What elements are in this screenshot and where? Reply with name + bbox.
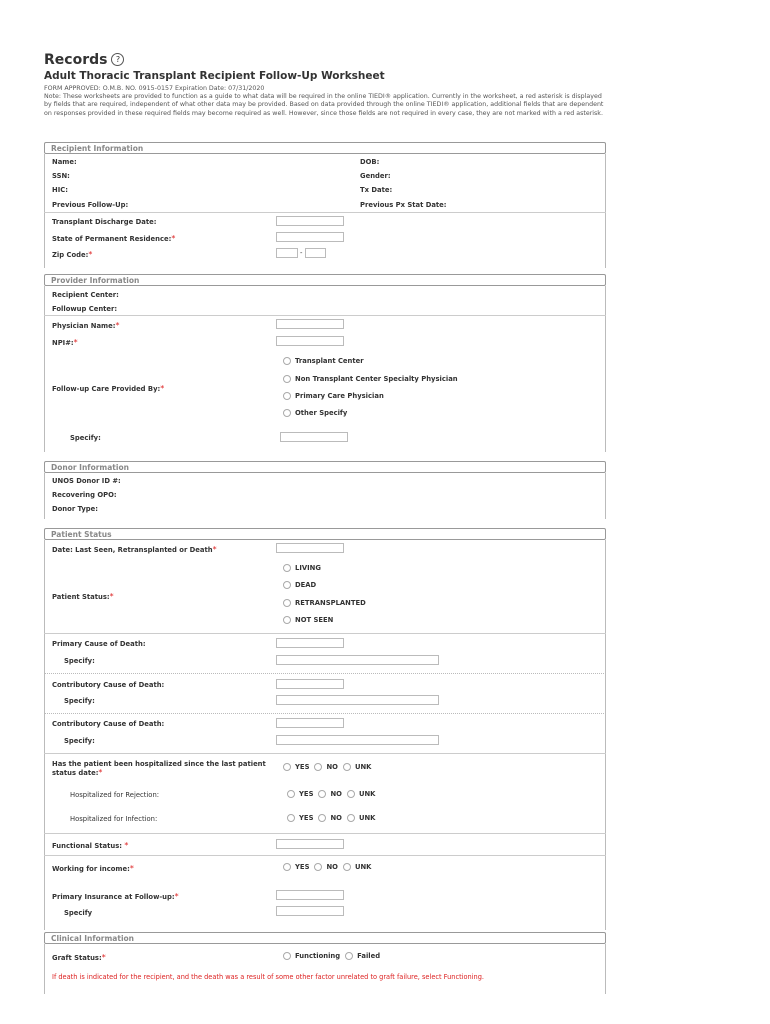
required-asterisk: * [160,384,165,393]
required-asterisk: * [101,953,106,962]
care-specify-input[interactable] [280,432,348,442]
label-hospitalized: Has the patient been hospitalized since the last patient status date:* [52,760,266,777]
radio-button[interactable] [287,814,295,822]
physician-name-input[interactable] [276,319,344,329]
label-donor-id: UNOS Donor ID #: [52,477,121,485]
label-recipient-center: Recipient Center: [52,291,119,299]
required-asterisk: * [124,841,129,850]
page-title: Records ? [44,52,124,68]
insurance-specify-input[interactable] [276,906,344,916]
section-clinical-header: Clinical Information [44,932,606,944]
radio-button[interactable] [287,790,295,798]
radio-button[interactable] [283,863,291,871]
label-hosp-infection: Hospitalized for Infection: [70,815,158,823]
label-state-residence: State of Permanent Residence:* [52,234,176,243]
radio-button[interactable] [343,763,351,771]
section-recipient-header: Recipient Information [44,142,606,154]
label-hic: HIC: [52,186,68,194]
label-contributory-cause-2: Contributory Cause of Death: [52,720,165,728]
radio-button[interactable] [314,763,322,771]
section-border [44,154,45,268]
hosp-infection-radio-group[interactable]: YES NO UNK [287,814,380,822]
label-primary-insurance: Primary Insurance at Follow-up:* [52,892,179,901]
divider [44,633,606,634]
zip-code-input[interactable] [276,248,298,258]
contributory-cause-1-input[interactable] [276,679,344,689]
label-followup-center: Followup Center: [52,305,118,313]
contributory-2-specify-input[interactable] [276,735,439,745]
primary-cause-death-input[interactable] [276,638,344,648]
section-border [44,473,45,519]
date-last-seen-input[interactable] [276,543,344,553]
radio-button[interactable] [314,863,322,871]
section-border [44,540,45,930]
section-donor-header: Donor Information [44,461,606,473]
radio-button[interactable] [283,763,291,771]
required-asterisk: * [171,234,176,243]
radio-status-dead[interactable]: DEAD [283,581,316,589]
label-contributory-1-specify: Specify: [64,697,95,705]
label-tx-date: Tx Date: [360,186,393,194]
label-care-specify: Specify: [70,434,101,442]
radio-button[interactable] [283,564,291,572]
divider [44,713,606,714]
required-asterisk: * [115,321,120,330]
divider [44,673,606,674]
divider [44,855,606,856]
label-recovering-opo: Recovering OPO: [52,491,117,499]
label-previous-followup: Previous Follow-Up: [52,201,129,209]
section-border [605,286,606,452]
section-border [44,286,45,452]
radio-button[interactable] [283,581,291,589]
section-patient-status-header: Patient Status [44,528,606,540]
required-asterisk: * [129,864,134,873]
functional-status-input[interactable] [276,839,344,849]
contributory-1-specify-input[interactable] [276,695,439,705]
required-asterisk: * [109,592,114,601]
help-icon[interactable]: ? [111,53,124,66]
radio-care-other[interactable]: Other Specify [283,409,347,417]
label-primary-cause-death: Primary Cause of Death: [52,640,146,648]
label-dob: DOB: [360,158,380,166]
required-asterisk: * [212,545,217,554]
section-border [605,540,606,930]
radio-button[interactable] [318,814,326,822]
graft-status-note: If death is indicated for the recipient, and the death was a result of some other factor unrelated to graft failure, select Functioning. [52,973,485,981]
required-asterisk: * [98,767,103,777]
primary-cause-specify-input[interactable] [276,655,439,665]
radio-button[interactable] [283,357,291,365]
label-donor-type: Donor Type: [52,505,98,513]
section-border [605,944,606,994]
section-border [44,944,45,994]
radio-button[interactable] [318,790,326,798]
zip-separator: - [300,249,303,257]
radio-button[interactable] [283,392,291,400]
label-ssn: SSN: [52,172,70,180]
radio-button[interactable] [343,863,351,871]
zip-extension-input[interactable] [305,248,326,258]
radio-button[interactable] [345,952,353,960]
required-asterisk: * [88,250,93,259]
radio-care-transplant-center[interactable]: Transplant Center [283,357,364,365]
radio-button[interactable] [347,790,355,798]
contributory-cause-2-input[interactable] [276,718,344,728]
radio-button[interactable] [347,814,355,822]
section-border [605,473,606,519]
section-provider-header: Provider Information [44,274,606,286]
label-npi: NPI#:* [52,338,78,347]
label-discharge-date: Transplant Discharge Date: [52,218,157,226]
primary-insurance-input[interactable] [276,890,344,900]
worksheet-note: Note: These worksheets are provided to function as a guide to what data will be required in the online TIEDI® application. Currently in the worksheet, a red asterisk is displayed by fields that are required, independent of what other data may be provided. Based on data provided through the online TIEDI® application, additional fields that are dependent on responses provided in these required fields may become required as well. However, since those fields are not required in every case, they are not marked with a red asterisk. [44,93,604,117]
radio-status-retransplanted[interactable]: RETRANSPLANTED [283,599,366,607]
label-hosp-rejection: Hospitalized for Rejection: [70,791,160,799]
divider [44,212,606,213]
form-approved-text: FORM APPROVED: O.M.B. NO. 0915-0157 Expiration Date: 07/31/2020 [44,85,265,92]
discharge-date-input[interactable] [276,216,344,226]
label-insurance-specify: Specify [64,909,93,917]
radio-button[interactable] [283,616,291,624]
state-residence-input[interactable] [276,232,344,242]
label-patient-status: Patient Status:* [52,592,114,601]
divider [44,833,606,834]
label-name: Name: [52,158,77,166]
label-contributory-2-specify: Specify: [64,737,95,745]
divider [44,315,606,316]
label-physician-name: Physician Name:* [52,321,120,330]
radio-button[interactable] [283,599,291,607]
section-border [605,154,606,268]
label-care-provided-by: Follow-up Care Provided By:* [52,384,165,393]
hosp-rejection-radio-group[interactable]: YES NO UNK [287,790,380,798]
label-contributory-cause-1: Contributory Cause of Death: [52,681,165,689]
working-income-radio-group[interactable]: YES NO UNK [283,863,376,871]
hospitalized-radio-group[interactable]: YES NO UNK [283,763,376,771]
radio-button[interactable] [283,409,291,417]
worksheet-title: Adult Thoracic Transplant Recipient Follow-Up Worksheet [44,70,385,82]
label-functional-status: Functional Status: * [52,841,129,850]
label-working-income: Working for income:* [52,864,134,873]
required-asterisk: * [73,338,78,347]
npi-input[interactable] [276,336,344,346]
radio-care-primary-physician[interactable]: Primary Care Physician [283,392,384,400]
required-asterisk: * [174,892,179,901]
radio-button[interactable] [283,375,291,383]
label-zip-code: Zip Code:* [52,250,93,259]
label-gender: Gender: [360,172,391,180]
label-primary-cause-specify: Specify: [64,657,95,665]
label-previous-px-date: Previous Px Stat Date: [360,201,447,209]
graft-status-radio-group[interactable]: Functioning Failed [283,952,385,960]
label-date-last-seen: Date: Last Seen, Retransplanted or Death* [52,545,217,554]
radio-status-living[interactable]: LIVING [283,564,321,572]
divider [44,753,606,754]
radio-button[interactable] [283,952,291,960]
radio-care-specialty-physician[interactable]: Non Transplant Center Specialty Physician [283,375,458,383]
radio-status-not-seen[interactable]: NOT SEEN [283,616,333,624]
label-graft-status: Graft Status:* [52,953,106,962]
